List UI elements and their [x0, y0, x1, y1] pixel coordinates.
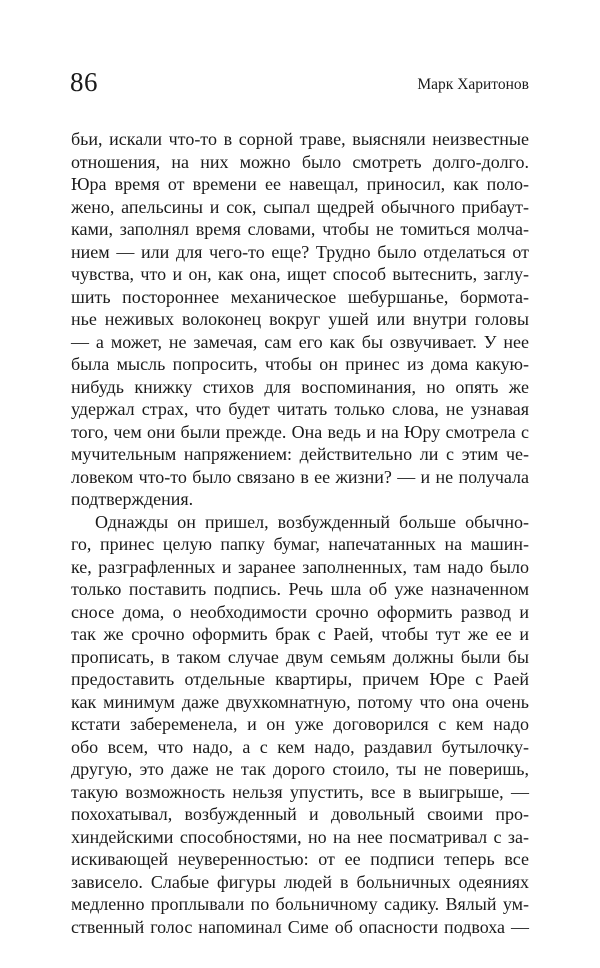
text-line: того, чем они были прежде. Она ведь и на Юру смотрела с: [71, 421, 529, 442]
page-number: 86: [70, 67, 98, 97]
text-line: предоставить отдельные квартиры, причем Юре с Раей: [71, 669, 529, 689]
text-line: чувства, что и он, как она, ищет способ вытеснить, заглу-: [71, 264, 529, 284]
text-line: хиндейскими способностями, но на нее посматривал с за-: [71, 826, 529, 847]
text-line: мучительным напряжением: действительно ли с этим че-: [71, 444, 529, 464]
text-line: ловеком что-то было связано в ее жизни? — и не получала: [71, 466, 529, 487]
text-line: была мысль попросить, чтобы он принес из дома какую-: [71, 354, 529, 374]
text-line: ственный голос напоминал Симе об опасности подвоха —: [71, 916, 529, 937]
text-line: нибудь книжку стихов для воспоминания, но опять же: [71, 376, 529, 397]
text-line: нье неживых волоконец вокруг ушей или внутри головы: [71, 309, 529, 329]
text-line: другую, это даже не так дорого стоило, ты не поверишь,: [71, 759, 529, 779]
text-line: сносе дома, о необходимости срочно оформить развод и: [71, 601, 529, 622]
text-line: так же срочно оформить брак с Раей, чтобы тут же ее и: [71, 624, 529, 644]
body-text: [71, 128, 529, 938]
text-line: жено, апельсины и сок, сыпал щедрей обычного прибаут-: [71, 196, 529, 217]
text-line: го, принес целую папку бумаг, напечатанных на машин-: [71, 534, 529, 554]
text-line: такую возможность нельзя упустить, все в выигрыше, —: [71, 781, 529, 802]
text-line: отношения, на них можно было смотреть долго-долго.: [71, 151, 529, 172]
text-line: — а может, не замечая, сам его как бы озвучивает. У нее: [71, 331, 529, 352]
text-line: искивающей неуверенностью: от ее подписи теперь все: [71, 849, 529, 869]
text-line: зависело. Слабые фигуры людей в больничных одеяниях: [71, 871, 529, 892]
text-line: шить постороннее механическое шебуршанье, бормота-: [71, 286, 529, 307]
text-line: бьи, искали что-то в сорной траве, выясняли неизвестные: [71, 129, 529, 149]
text-line: кстати забеременела, и он уже договорился с кем надо: [71, 714, 529, 734]
text-line: подтверждения.: [71, 489, 194, 509]
text-line: медленно проплывали по больничному садику. Вялый ум-: [71, 894, 529, 914]
text-line: нием — или для чего-то еще? Трудно было отделаться от: [71, 241, 529, 262]
text-line: Юра время от времени ее навещал, приносил, как поло-: [71, 174, 529, 194]
text-line: удержал страх, что будет читать только слова, не узнавая: [71, 399, 529, 419]
text-line: ке, разграфленных и заранее заполненных, там надо было: [71, 556, 529, 577]
text-line: ками, заполнял время словами, чтобы не томиться молча-: [71, 219, 529, 239]
text-line: обо всем, что надо, а с кем надо, раздавил бутылочку-: [71, 736, 529, 757]
text-line: как минимум даже двухкомнатную, потому что она очень: [71, 691, 529, 712]
text-line: похохатывал, возбужденный и довольный своими про-: [71, 804, 529, 824]
running-header-author: Марк Харитонов: [417, 76, 529, 93]
text-line: прописать, в таком случае двум семьям должны были бы: [71, 646, 529, 667]
text-line: Однажды он пришел, возбужденный больше обычно-: [95, 511, 529, 532]
text-line: только поставить подпись. Речь шла об уже назначенном: [71, 579, 529, 599]
